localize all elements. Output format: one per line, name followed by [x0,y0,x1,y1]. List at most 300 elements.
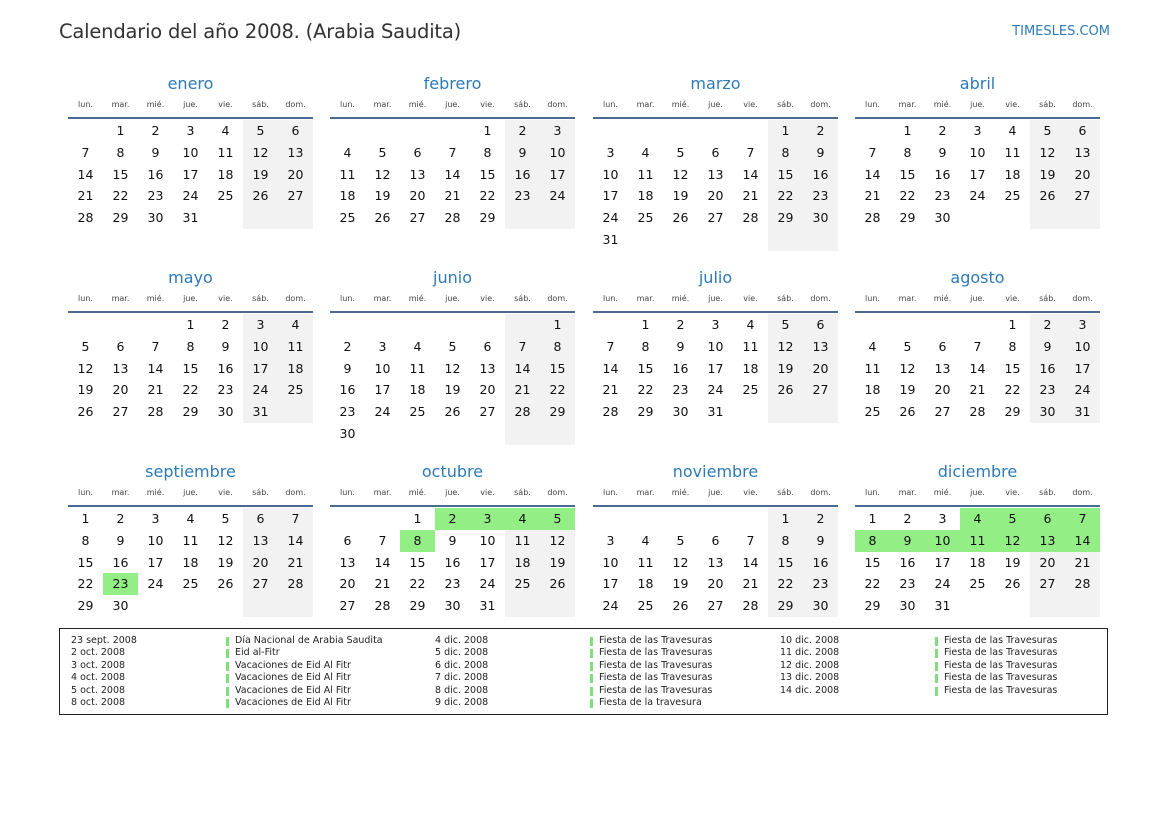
weekday-label: vie. [743,488,758,497]
weekday-label: sáb. [777,488,794,497]
weekday-label: jue. [445,294,460,303]
day-cell: 9 [221,338,230,354]
day-cell: 20 [339,576,356,592]
day-cell: 22 [777,576,794,592]
day-cell: 7 [746,144,755,160]
day-cell: 21 [147,382,164,398]
day-cell: 29 [864,598,881,614]
day-cell: 31 [707,404,724,420]
day-cell: 3 [186,123,195,138]
day-cell: 21 [1074,554,1091,570]
day-cell: 19 [77,382,94,398]
day-cell: 12 [374,166,391,182]
day-cell: 5 [903,338,912,354]
day-cell: 31 [602,232,619,247]
holiday-color-marker [590,637,593,646]
day-cell: 2 [151,123,160,138]
day-cell: 19 [672,576,689,592]
weekday-label: vie. [480,294,495,303]
month-agosto [855,268,1100,438]
day-cell: 21 [514,382,531,398]
month-name: enero [167,74,214,93]
day-cell: 30 [217,404,234,420]
day-cell: 13 [339,554,356,570]
weekday-label: mié. [146,100,165,109]
legend-holiday-name: Vacaciones de Eid Al Fitr [235,684,351,696]
day-cell: 3 [151,511,160,526]
holiday-day-cell: 8 [855,530,890,552]
day-cell: 22 [864,576,881,592]
day-cell: 4 [343,144,352,160]
month-name: septiembre [145,462,236,481]
day-cell: 12 [672,554,689,570]
day-cell: 12 [217,532,234,548]
legend-holiday-name: Vacaciones de Eid Al Fitr [235,659,351,671]
day-cell: 24 [479,576,496,592]
day-cell: 16 [934,166,951,182]
day-cell: 8 [116,144,125,160]
holiday-day-cell: 10 [925,530,960,552]
day-cell: 28 [602,404,619,420]
day-cell: 21 [374,576,391,592]
legend-date: 14 dic. 2008 [780,684,840,696]
day-cell: 25 [1004,188,1021,204]
day-cell: 13 [707,554,724,570]
month-febrero [330,74,575,244]
weekday-label: lun. [865,100,880,109]
day-cell: 13 [812,338,829,354]
day-cell: 15 [864,554,881,570]
day-cell: 6 [343,532,352,548]
day-cell: 20 [479,382,496,398]
month-name: mayo [168,268,213,287]
day-cell: 22 [182,382,199,398]
holiday-color-marker [226,662,229,671]
day-cell: 22 [77,576,94,592]
day-cell: 26 [672,210,689,226]
legend-column [435,635,755,709]
day-cell: 11 [637,554,654,570]
day-cell: 29 [777,210,794,226]
day-cell: 11 [182,532,199,548]
day-cell: 21 [602,382,619,398]
month-octubre [330,462,575,632]
legend-row [435,672,755,684]
holiday-color-marker [590,674,593,683]
day-cell: 12 [77,360,94,376]
day-cell: 4 [746,317,755,332]
holiday-day-cell: 12 [995,530,1030,552]
legend-holiday-name: Fiesta de las Travesuras [599,684,713,696]
day-cell: 5 [781,317,790,332]
day-cell: 18 [1004,166,1021,182]
day-cell: 1 [413,511,422,526]
holiday-color-marker [935,687,938,696]
holiday-color-marker [590,649,593,658]
day-cell: 14 [287,532,304,548]
legend-row [71,660,391,672]
day-cell: 18 [637,188,654,204]
day-cell: 11 [864,360,881,376]
legend-date: 2 oct. 2008 [71,647,126,659]
day-cell: 21 [742,576,759,592]
day-cell: 3 [711,317,720,332]
legend-row [435,697,755,709]
day-cell: 16 [514,166,531,182]
day-cell: 29 [777,598,794,614]
site-link[interactable]: TIMESLES.COM [1012,24,1110,39]
legend-date: 8 oct. 2008 [71,696,126,708]
day-cell: 27 [479,404,496,420]
legend-row [435,660,755,672]
day-cell: 5 [676,144,685,160]
weekday-label: vie. [743,294,758,303]
month-noviembre [593,462,838,632]
day-cell: 8 [1008,338,1017,354]
day-cell: 25 [742,382,759,398]
month-name: noviembre [672,462,759,481]
day-cell: 4 [221,123,230,138]
weekday-label: vie. [480,488,495,497]
day-cell: 18 [637,576,654,592]
holiday-day-cell: 23 [103,573,138,595]
day-cell: 2 [816,511,825,526]
day-cell: 14 [864,166,881,182]
day-cell: 28 [514,404,531,420]
day-cell: 26 [444,404,461,420]
day-cell: 7 [868,144,877,160]
day-cell: 6 [711,144,720,160]
weekday-label: mié. [671,294,690,303]
day-cell: 1 [1008,317,1017,332]
day-cell: 9 [518,144,527,160]
weekday-label: dom. [810,294,831,303]
holiday-day-cell: 13 [1030,530,1065,552]
day-cell: 18 [217,166,234,182]
day-cell: 29 [637,404,654,420]
legend-row [780,672,1100,684]
legend-holiday-name: Vacaciones de Eid Al Fitr [235,696,351,708]
day-cell: 19 [1004,554,1021,570]
weekday-label: mar. [898,294,917,303]
day-cell: 20 [112,382,129,398]
day-cell: 30 [812,598,829,614]
day-cell: 19 [899,382,916,398]
day-cell: 12 [899,360,916,376]
day-cell: 20 [1074,166,1091,182]
month-marzo [593,74,838,247]
day-cell: 19 [252,166,269,182]
day-cell: 27 [934,404,951,420]
day-cell: 11 [514,532,531,548]
day-cell: 8 [641,338,650,354]
day-cell: 2 [1043,317,1052,332]
day-cell: 28 [287,576,304,592]
day-cell: 13 [479,360,496,376]
holiday-day-cell: 4 [960,508,995,530]
weekday-label: lun. [603,100,618,109]
weekday-label: jue. [445,100,460,109]
weekday-label: mar. [373,488,392,497]
legend-row [71,672,391,684]
day-cell: 11 [339,166,356,182]
day-cell: 17 [1074,360,1091,376]
holiday-color-marker [590,662,593,671]
day-cell: 6 [1078,123,1087,138]
day-cell: 30 [147,210,164,226]
day-cell: 6 [711,532,720,548]
day-cell: 24 [602,598,619,614]
weekday-label: sáb. [252,294,269,303]
weekday-header [330,100,575,114]
weekday-label: lun. [340,294,355,303]
weekday-label: lun. [865,488,880,497]
day-cell: 6 [938,338,947,354]
weekday-label: lun. [78,100,93,109]
day-cell: 28 [742,598,759,614]
day-cell: 9 [816,532,825,548]
day-cell: 20 [252,554,269,570]
day-cell: 24 [252,382,269,398]
day-cell: 29 [1004,404,1021,420]
day-cell: 27 [112,404,129,420]
weekday-label: vie. [1005,488,1020,497]
weekday-label: dom. [285,488,306,497]
day-cell: 30 [934,210,951,226]
day-cell: 8 [186,338,195,354]
legend-row [435,635,755,647]
weekday-label: lun. [340,488,355,497]
weekday-label: sáb. [1039,100,1056,109]
day-cell: 16 [672,360,689,376]
day-cell: 28 [147,404,164,420]
month-name: marzo [690,74,741,93]
day-cell: 15 [112,166,129,182]
day-cell: 24 [934,576,951,592]
day-cell: 4 [641,144,650,160]
day-cell: 24 [969,188,986,204]
day-cell: 3 [938,511,947,526]
day-cell: 14 [602,360,619,376]
header-rule [68,117,313,119]
day-cell: 14 [969,360,986,376]
day-cell: 19 [777,360,794,376]
day-cell: 5 [448,338,457,354]
weekday-label: sáb. [514,294,531,303]
legend-holiday-name: Fiesta de las Travesuras [599,647,713,659]
day-cell: 9 [938,144,947,160]
day-cell: 7 [378,532,387,548]
weekday-label: dom. [810,100,831,109]
weekday-label: dom. [547,488,568,497]
day-cell: 21 [287,554,304,570]
day-cell: 24 [549,188,566,204]
day-cell: 1 [903,123,912,138]
weekday-label: mar. [898,100,917,109]
day-cell: 7 [606,338,615,354]
day-cell: 26 [217,576,234,592]
day-cell: 29 [899,210,916,226]
day-cell: 29 [182,404,199,420]
weekday-header [593,488,838,502]
day-cell: 8 [903,144,912,160]
weekday-header [593,100,838,114]
day-cell: 23 [514,188,531,204]
day-cell: 4 [291,317,300,332]
day-cell: 10 [147,532,164,548]
day-cell: 21 [742,188,759,204]
day-cell: 1 [553,317,562,332]
day-cell: 12 [777,338,794,354]
day-cell: 14 [374,554,391,570]
holiday-legend [59,628,1108,715]
day-cell: 7 [81,144,90,160]
weekday-label: lun. [78,488,93,497]
day-cell: 28 [1074,576,1091,592]
weekday-header [855,294,1100,308]
day-cell: 10 [602,166,619,182]
day-cell: 18 [514,554,531,570]
day-cell: 17 [934,554,951,570]
day-cell: 3 [553,123,562,138]
day-cell: 7 [746,532,755,548]
day-cell: 27 [252,576,269,592]
holiday-day-cell: 14 [1065,530,1100,552]
legend-date: 12 dic. 2008 [780,659,840,671]
holiday-day-cell: 5 [995,508,1030,530]
weekday-label: dom. [810,488,831,497]
day-cell: 17 [707,360,724,376]
weekday-label: jue. [708,100,723,109]
day-cell: 28 [374,598,391,614]
day-cell: 27 [1039,576,1056,592]
header-rule [330,311,575,313]
day-cell: 16 [812,166,829,182]
weekday-label: jue. [970,294,985,303]
day-cell: 26 [77,404,94,420]
day-cell: 25 [864,404,881,420]
weekday-label: vie. [1005,100,1020,109]
page-title: Calendario del año 2008. (Arabia Saudita) [59,20,462,43]
day-cell: 9 [343,360,352,376]
day-cell: 7 [448,144,457,160]
day-cell: 26 [1039,188,1056,204]
weekday-label: vie. [218,294,233,303]
day-cell: 1 [781,511,790,526]
weekday-label: jue. [445,488,460,497]
day-cell: 7 [291,511,300,526]
weekday-label: vie. [480,100,495,109]
day-cell: 20 [287,166,304,182]
holiday-day-cell: 6 [1030,508,1065,530]
month-name: abril [959,74,996,93]
month-name: julio [698,268,733,287]
day-cell: 31 [252,404,269,420]
day-cell: 28 [742,210,759,226]
day-cell: 25 [339,210,356,226]
day-cell: 23 [147,188,164,204]
day-cell: 16 [899,554,916,570]
day-cell: 23 [444,576,461,592]
day-cell: 18 [742,360,759,376]
legend-column [780,635,1100,697]
day-cell: 2 [221,317,230,332]
weekday-label: dom. [285,294,306,303]
weekday-label: lun. [603,294,618,303]
day-cell: 21 [444,188,461,204]
holiday-color-marker [590,687,593,696]
legend-date: 6 dic. 2008 [435,659,489,671]
day-cell: 18 [969,554,986,570]
weekday-label: mié. [671,100,690,109]
day-cell: 25 [637,210,654,226]
day-cell: 11 [217,144,234,160]
day-cell: 8 [781,144,790,160]
month-diciembre [855,462,1100,632]
day-cell: 25 [514,576,531,592]
weekday-label: jue. [183,100,198,109]
day-cell: 24 [707,382,724,398]
day-cell: 12 [549,532,566,548]
day-cell: 10 [479,532,496,548]
weekday-label: sáb. [252,100,269,109]
day-cell: 20 [812,360,829,376]
day-cell: 30 [112,598,129,614]
day-cell: 18 [287,360,304,376]
day-cell: 19 [549,554,566,570]
weekday-header [68,100,313,114]
day-cell: 12 [444,360,461,376]
day-cell: 5 [256,123,265,138]
day-cell: 17 [252,360,269,376]
day-cell: 14 [514,360,531,376]
day-cell: 24 [1074,382,1091,398]
day-cell: 28 [77,210,94,226]
day-cell: 11 [287,338,304,354]
day-cell: 22 [637,382,654,398]
day-cell: 29 [479,210,496,226]
day-cell: 17 [602,188,619,204]
weekday-label: mar. [636,488,655,497]
day-cell: 10 [969,144,986,160]
header-rule [855,117,1100,119]
day-cell: 6 [816,317,825,332]
weekday-label: mié. [933,488,952,497]
legend-column [71,635,391,709]
holiday-day-cell: 7 [1065,508,1100,530]
day-cell: 4 [868,338,877,354]
day-cell: 30 [672,404,689,420]
weekday-label: jue. [183,488,198,497]
legend-holiday-name: Fiesta de las Travesuras [599,659,713,671]
weekday-label: dom. [547,100,568,109]
day-cell: 5 [676,532,685,548]
weekday-label: jue. [183,294,198,303]
day-cell: 16 [217,360,234,376]
day-cell: 15 [899,166,916,182]
month-septiembre [68,462,313,632]
day-cell: 17 [549,166,566,182]
day-cell: 25 [217,188,234,204]
header-rule [855,311,1100,313]
day-cell: 2 [518,123,527,138]
month-enero [68,74,313,244]
day-cell: 2 [938,123,947,138]
day-cell: 23 [812,576,829,592]
day-cell: 31 [182,210,199,226]
day-cell: 31 [934,598,951,614]
day-cell: 18 [409,382,426,398]
